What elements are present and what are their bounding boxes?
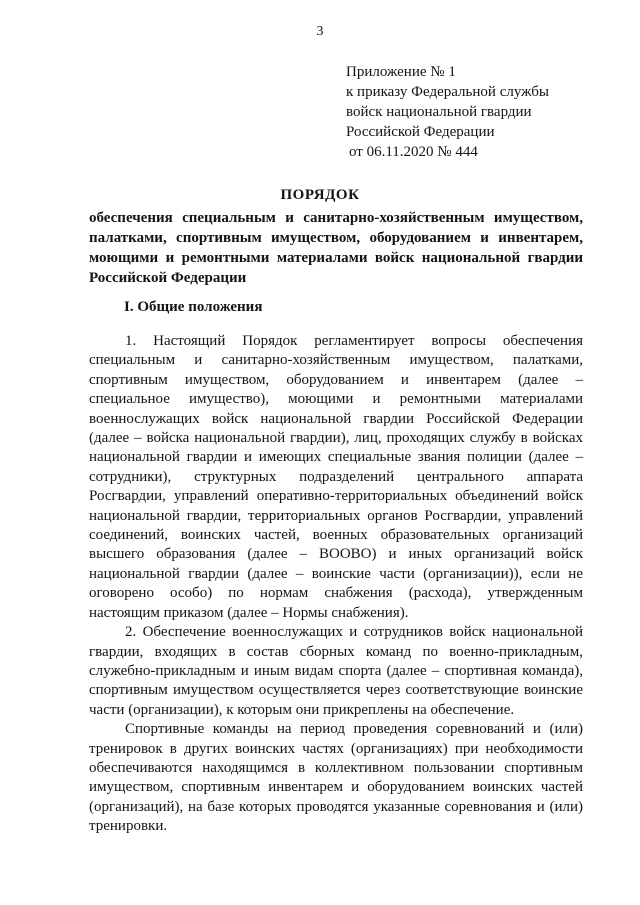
- appendix-line: к приказу Федеральной службы: [346, 84, 550, 100]
- document-subtitle: обеспечения специальным и санитарно-хозяйственным имуществом, палатками, спортивным имуществом, оборудованием и инвентарем, моющими и ремонтными материалами войск национальной гвардии Российской Федерации: [89, 210, 583, 286]
- appendix-date-line: от 06.11.2020 № 444: [349, 144, 478, 160]
- appendix-block: [346, 62, 616, 162]
- paragraph: Спортивные команды на период проведения соревнований и (или) тренировок в других воинских частях (организациях) при необходимости обеспечиваются находящимся в коллективном пользовании спортивным имуществом, спортивным инвентарем и оборудованием воинских частей (организаций), на базе которых проводятся указанные соревнования и (или) тренировки.: [89, 721, 583, 835]
- appendix-line: Российской Федерации: [346, 124, 495, 140]
- paragraph: 2. Обеспечение военнослужащих и сотрудников войск национальной гвардии, входящих в состав сборных команд по военно-прикладным, служебно-прикладным и иным видам спорта (далее – спортивная команда), спортивным имуществом осуществляется через соответствующие воинские части (организации), к которым они прикреплены на обеспечение.: [89, 624, 583, 718]
- section-body: [89, 332, 583, 837]
- section-heading: I. Общие положения: [124, 299, 263, 315]
- document-title: ПОРЯДОК: [280, 187, 360, 203]
- appendix-line: Приложение № 1: [346, 64, 456, 80]
- page-number: 3: [316, 24, 324, 39]
- appendix-line: войск национальной гвардии: [346, 104, 532, 120]
- paragraph: 1. Настоящий Порядок регламентирует вопросы обеспечения специальным и санитарно-хозяйственным имуществом, палатками, спортивным имуществом, оборудованием и инвентарем (далее – специальное имущество), моющими и ремонтными материалами военнослужащих войск национальной гвардии Российской Федерации (далее – войска национальной гвардии), лиц, проходящих службу в войсках национальной гвардии и имеющих специальные звания полиции (далее – сотрудники), структурных подразделений центрального аппарата Росгвардии, управлений оперативно-территориальных объединений войск национальной гвардии, территориальных органов Росгвардии, управлений соединений, воинских частей, военных образовательных организаций высшего образования (далее – ВООВО) и иных организаций войск национальной гвардии (далее – воинские части (организации)), если не оговорено особо) по нормам снабжения (расхода), утвержденным настоящим приказом (далее – Нормы снабжения).: [89, 333, 583, 621]
